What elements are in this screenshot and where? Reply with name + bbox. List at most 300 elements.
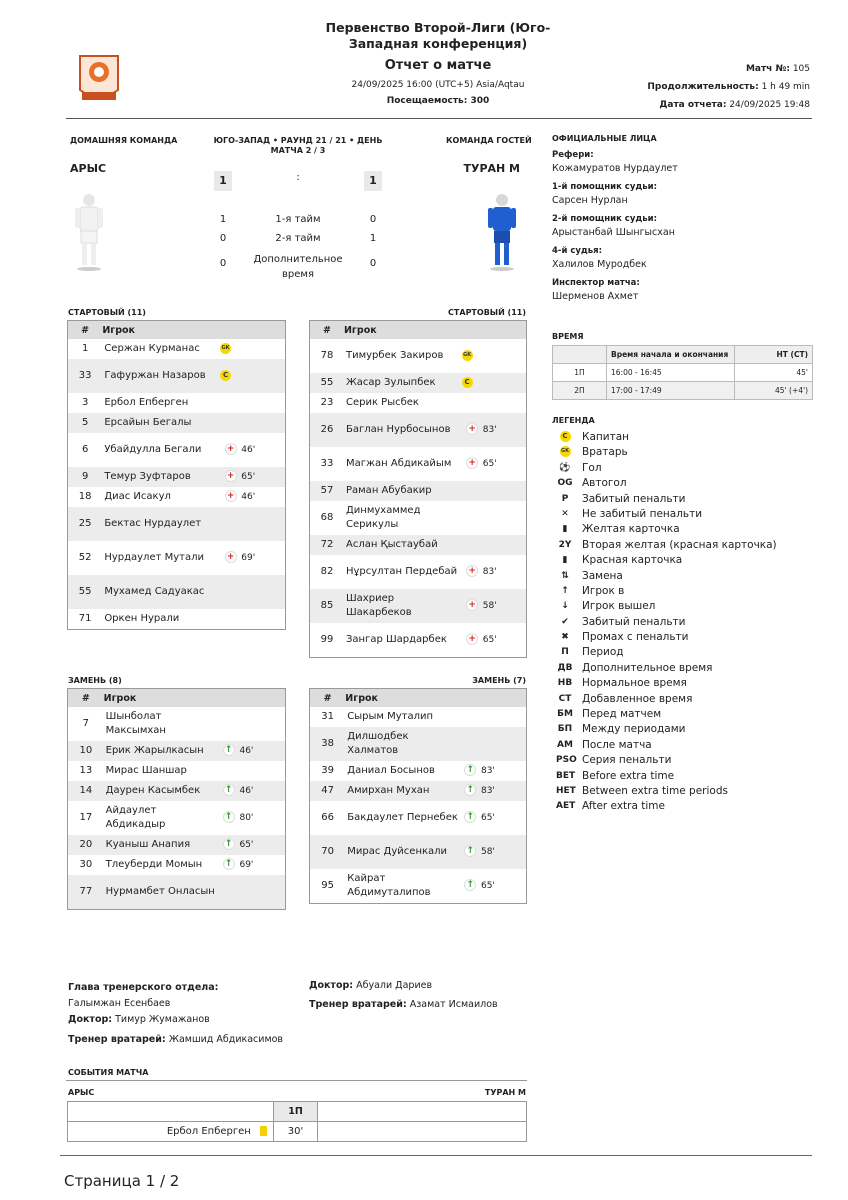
legend-key: AET — [556, 801, 576, 812]
player-row — [68, 609, 285, 629]
player-row — [310, 707, 526, 727]
officials-title: ОФИЦИАЛЬНЫЕ ЛИЦА — [552, 134, 657, 143]
league-logo — [76, 52, 122, 106]
period-label: Дополнительное время — [253, 254, 343, 280]
away-starting-table — [309, 320, 527, 658]
legend-item — [556, 784, 777, 799]
player-number: 6 — [81, 444, 89, 455]
away-score: 1 — [364, 171, 382, 191]
player-row — [310, 555, 526, 589]
player-name: Ербол Епберген — [104, 397, 189, 408]
legend-item — [556, 645, 777, 660]
legend-key: ↑ — [561, 585, 569, 596]
col-number: # — [68, 689, 104, 707]
player-name: Раман Абубакир — [344, 481, 462, 501]
player-name: Нұрсултан Пердебай — [345, 566, 458, 577]
captain-icon: C — [462, 377, 473, 388]
player-in-icon: ↑ — [464, 845, 476, 857]
player-number: 70 — [310, 835, 345, 869]
home-subs-label: ЗАМЕНЬ (8) — [68, 676, 122, 685]
official-role: Рефери: — [552, 150, 594, 160]
legend-text: Between extra time periods — [582, 784, 728, 797]
legend-item — [556, 753, 777, 768]
goalkeeper-icon: GK — [462, 350, 473, 361]
player-in-icon: ↑ — [464, 784, 476, 796]
match-number: Матч №: 105 — [745, 64, 810, 74]
time-title: ВРЕМЯ — [552, 332, 584, 341]
sub-minute — [241, 413, 285, 433]
away-staff-0: Доктор: Абуали Дариев — [309, 980, 433, 991]
sub-minute: 83' — [483, 413, 526, 447]
sub-minute — [239, 707, 285, 741]
player-row — [68, 875, 285, 909]
player-number: 31 — [321, 711, 334, 722]
player-out-icon: + — [466, 423, 478, 435]
legend-text: Нормальное время — [582, 677, 687, 690]
player-number: 77 — [68, 875, 104, 909]
home-team-name: АРЫС — [70, 162, 107, 175]
sub-minute — [483, 373, 526, 393]
legend-item — [556, 430, 777, 445]
legend-item — [556, 599, 777, 614]
legend-item — [556, 722, 777, 737]
legend-item — [556, 676, 777, 691]
legend-key: П — [561, 647, 569, 658]
player-number: 52 — [78, 552, 92, 563]
player-name: Ерсайын Бегалы — [102, 413, 220, 433]
legend-text: После матча — [582, 738, 652, 751]
sub-minute: 83' — [482, 567, 497, 577]
legend-text: After extra time — [582, 800, 665, 813]
event-minute: 30' — [274, 1122, 318, 1142]
official-name: Арыстанбай Шынгысхан — [552, 227, 675, 238]
player-number: 33 — [68, 359, 102, 393]
yellow-card-icon — [260, 1126, 267, 1136]
player-number: 30 — [79, 859, 93, 870]
sub-minute: 46' — [239, 741, 285, 761]
legend-text: Промах с пенальти — [582, 631, 689, 644]
player-name: Тимурбек Закиров — [345, 350, 444, 361]
sub-minute: 65' — [480, 881, 495, 891]
player-number: 39 — [321, 765, 334, 776]
legend-item — [556, 738, 777, 753]
footer-divider — [60, 1155, 812, 1156]
player-in-icon: ↑ — [223, 744, 235, 756]
player-number: 33 — [320, 458, 334, 469]
player-number: 17 — [79, 812, 93, 823]
player-row — [310, 501, 526, 535]
home-kit-icon — [74, 192, 104, 272]
legend-key: ▮ — [562, 555, 568, 566]
legend-key: ↓ — [561, 601, 569, 612]
player-number: 85 — [310, 589, 344, 623]
legend-item — [556, 461, 777, 476]
player-number: 71 — [78, 613, 92, 624]
legend-text: Замена — [582, 569, 623, 582]
player-row — [310, 835, 526, 869]
legend-text: Не забитый пенальти — [582, 507, 703, 520]
official-name: Сарсен Нурлан — [552, 195, 628, 206]
report-title: Первенство Второй-Лиги (Юго-Западная конференция) — [325, 20, 551, 51]
attendance: Посещаемость: 300 — [386, 96, 490, 106]
player-number: 14 — [68, 781, 104, 801]
player-name: Магжан Абдикайым — [345, 458, 452, 469]
official-name: Халилов Муродбек — [552, 259, 647, 270]
legend-item — [556, 507, 777, 522]
player-number: 82 — [320, 566, 334, 577]
events-table — [67, 1101, 527, 1142]
player-number: 78 — [320, 350, 334, 361]
player-number: 26 — [310, 413, 344, 447]
sub-minute: 46' — [239, 781, 285, 801]
home-starting-label: СТАРТОВЫЙ (11) — [68, 308, 146, 317]
player-name: Мирас Дуйсенкали — [345, 835, 459, 869]
player-number: 66 — [321, 812, 334, 823]
sub-minute: 46' — [241, 445, 256, 455]
player-row — [68, 781, 285, 801]
away-subs-table — [309, 688, 527, 904]
col-number: # — [310, 689, 345, 707]
sub-minute — [481, 707, 526, 727]
player-name: Куаныш Анапия — [104, 835, 218, 855]
legend-key: P — [561, 493, 569, 504]
player-in-icon: ↑ — [223, 811, 235, 823]
player-name: Сержан Курманас — [104, 343, 200, 354]
header-divider — [66, 118, 812, 119]
sub-minute: 58' — [483, 589, 526, 623]
period-home-score: 0 — [219, 258, 227, 269]
player-number: 9 — [68, 467, 102, 487]
player-name: Даниал Босынов — [347, 765, 435, 776]
player-out-icon: + — [225, 490, 237, 502]
player-out-icon: + — [466, 565, 478, 577]
events-divider — [66, 1080, 527, 1081]
sub-minute: 80' — [239, 813, 254, 823]
player-row — [68, 575, 285, 609]
player-name: Нурдаулет Мутали — [104, 552, 204, 563]
match-duration: Продолжительность: 1 h 49 min — [647, 82, 810, 92]
legend-item — [556, 707, 777, 722]
player-name: Темур Зуфтаров — [102, 467, 220, 487]
player-row — [68, 339, 285, 359]
officials-list — [552, 150, 812, 302]
player-row — [310, 413, 526, 447]
sub-minute: 65' — [239, 835, 285, 855]
player-row — [68, 433, 285, 467]
player-number: 57 — [310, 481, 344, 501]
legend-text: Игрок вышел — [582, 600, 656, 613]
col-player: Игрок — [104, 689, 218, 707]
legend-item — [556, 553, 777, 568]
player-name: Динмухаммед Серикулы — [345, 505, 421, 530]
legend-key: 2Y — [558, 539, 572, 550]
legend-key: HET — [556, 785, 576, 796]
sub-minute: 83' — [480, 766, 495, 776]
legend-item — [556, 692, 777, 707]
period-home-score: 1 — [219, 214, 227, 225]
player-name: Шахриер Шакарбеков — [344, 589, 462, 623]
player-row — [310, 761, 526, 781]
time-col-start-end: Время начала и окончания — [607, 346, 735, 364]
player-row — [68, 855, 285, 875]
sub-minute: 65' — [241, 467, 285, 487]
sub-minute: 65' — [482, 459, 497, 469]
home-staff-1: Доктор: Тимур Жумажанов — [68, 1014, 210, 1025]
player-row — [310, 535, 526, 555]
score-separator: : — [296, 172, 300, 183]
legend-item — [556, 615, 777, 630]
time-table — [552, 345, 813, 400]
event-row — [68, 1122, 527, 1142]
page-number: Страница 1 / 2 — [64, 1172, 180, 1190]
player-name: Оркен Нурали — [104, 613, 180, 624]
events-title: СОБЫТИЯ МАТЧА — [68, 1068, 149, 1077]
round-info: ЮГО-ЗАПАД • РАУНД 21 / 21 • ДЕНЬ МАТЧА 2 / 3 — [213, 136, 383, 155]
player-row — [68, 467, 285, 487]
period-home-score: 0 — [219, 233, 227, 244]
player-row — [68, 707, 285, 741]
away-team-name: ТУРАН М — [463, 162, 520, 175]
goalkeeper-icon: GK — [220, 343, 231, 354]
player-row — [310, 781, 526, 801]
legend-item — [556, 661, 777, 676]
player-in-icon: ↑ — [223, 858, 235, 870]
legend-text: Серия пенальти — [582, 754, 672, 767]
sub-minute: 65' — [480, 813, 495, 823]
home-staff-2: Тренер вратарей: Жамшид Абдикасимов — [68, 1034, 284, 1045]
legend-text: Игрок в — [582, 584, 625, 597]
player-row — [68, 761, 285, 781]
player-row — [310, 727, 526, 761]
sub-minute — [241, 575, 285, 609]
legend-item — [556, 476, 777, 491]
legend-text: Вторая желтая (красная карточка) — [582, 538, 777, 551]
period-away-score: 1 — [369, 233, 377, 244]
legend-key: НВ — [557, 678, 573, 689]
sub-minute — [483, 393, 526, 413]
col-player: Игрок — [344, 321, 462, 339]
player-number: 55 — [310, 373, 344, 393]
official-role: 2-й помощник судьи: — [552, 214, 657, 224]
player-name: Сырым Муталип — [347, 711, 434, 722]
player-name: Кайрат Абдимуталипов — [347, 873, 431, 898]
sub-minute — [481, 727, 526, 761]
legend-text: Забитый пенальти — [582, 615, 686, 628]
player-number: 99 — [320, 634, 334, 645]
sub-minute: 46' — [241, 492, 256, 502]
player-name: Бектас Нурдаулет — [102, 507, 220, 541]
player-number: 38 — [310, 727, 345, 761]
player-name: Амирхан Мухан — [345, 781, 459, 801]
legend-item — [556, 584, 777, 599]
player-row — [68, 835, 285, 855]
away-starting-label: СТАРТОВЫЙ (11) — [448, 308, 526, 317]
player-row — [310, 481, 526, 501]
legend-item — [556, 630, 777, 645]
away-team-label: КОМАНДА ГОСТЕЙ — [446, 136, 532, 145]
col-number: # — [68, 321, 102, 339]
sub-minute — [241, 393, 285, 413]
legend-text: Гол — [582, 461, 602, 474]
player-name: Убайдулла Бегали — [104, 444, 202, 455]
legend-key: BET — [556, 770, 576, 781]
player-name: Тлеуберди Момын — [105, 859, 203, 870]
legend-text: Желтая карточка — [582, 523, 680, 536]
player-row — [310, 623, 526, 657]
away-subs-label: ЗАМЕНЬ (7) — [472, 676, 526, 685]
sub-minute — [483, 535, 526, 555]
player-name: Даурен Касымбек — [104, 781, 218, 801]
player-row — [310, 339, 526, 373]
player-row — [310, 801, 526, 835]
player-number: 13 — [79, 765, 93, 776]
player-name: Дилшодбек Халматов — [345, 727, 459, 761]
player-row — [68, 801, 285, 835]
official-role: 4-й судья: — [552, 246, 603, 256]
legend-key: ▮ — [562, 524, 568, 535]
player-out-icon: + — [225, 443, 237, 455]
player-name: Баглан Нурбосынов — [344, 413, 462, 447]
col-player: Игрок — [345, 689, 459, 707]
player-name: Мирас Шаншар — [105, 765, 187, 776]
legend-text: Между периодами — [582, 723, 686, 736]
player-name: Зангар Шардарбек — [345, 634, 447, 645]
sub-minute — [483, 339, 526, 373]
time-col-nt: НТ (СТ) — [735, 346, 813, 364]
legend-text: Before extra time — [582, 769, 675, 782]
away-staff-1: Тренер вратарей: Азамат Исмаилов — [309, 999, 498, 1010]
player-out-icon: + — [225, 551, 237, 563]
legend-text: Автогол — [582, 477, 627, 490]
player-row — [310, 373, 526, 393]
player-out-icon: + — [225, 470, 237, 482]
player-number: 20 — [68, 835, 104, 855]
player-number: 95 — [321, 880, 334, 891]
legend-text: Добавленное время — [582, 692, 693, 705]
time-row: 2П 17:00 - 17:49 45' (+4') — [553, 382, 813, 400]
player-row — [68, 393, 285, 413]
legend-item — [556, 445, 777, 460]
col-number: # — [310, 321, 344, 339]
period-away-score: 0 — [369, 214, 377, 225]
legend-title: ЛЕГЕНДА — [552, 416, 595, 425]
player-number: 68 — [320, 512, 334, 523]
sub-minute: 69' — [239, 860, 254, 870]
player-number: 18 — [78, 491, 92, 502]
player-row — [310, 393, 526, 413]
legend-key: OG — [557, 478, 573, 489]
player-number: 72 — [310, 535, 344, 555]
legend-key: GK — [556, 445, 574, 460]
events-period: 1П — [274, 1102, 318, 1122]
official-role: 1-й помощник судьи: — [552, 182, 657, 192]
official-name: Шерменов Ахмет — [552, 291, 639, 302]
player-name: Мухамед Садуакас — [102, 575, 220, 609]
report-subtitle: Отчет о матче — [384, 58, 492, 73]
sub-minute: 58' — [481, 835, 526, 869]
player-in-icon: ↑ — [223, 838, 235, 850]
player-out-icon: + — [466, 633, 478, 645]
player-number: 10 — [68, 741, 104, 761]
player-in-icon: ↑ — [464, 879, 476, 891]
captain-icon: C — [220, 370, 231, 381]
player-row — [68, 413, 285, 433]
sub-minute — [483, 501, 526, 535]
player-row — [310, 869, 526, 903]
player-number: 5 — [68, 413, 102, 433]
legend-item — [556, 769, 777, 784]
report-date: Дата отчета: 24/09/2025 19:48 — [659, 100, 810, 110]
legend-item — [556, 522, 777, 537]
player-in-icon: ↑ — [464, 811, 476, 823]
col-player: Игрок — [102, 321, 220, 339]
events-away-team: ТУРАН М — [484, 1088, 526, 1097]
legend-item — [556, 569, 777, 584]
player-row — [310, 447, 526, 481]
player-name: Гафуржан Назаров — [102, 359, 220, 393]
sub-minute — [239, 875, 285, 909]
legend-key: ДВ — [557, 662, 573, 673]
player-name: Аслан Қыстаубай — [344, 535, 462, 555]
legend-item — [556, 799, 777, 814]
player-name: Серик Рысбек — [345, 397, 419, 408]
player-row — [68, 487, 285, 507]
player-name: Нурмамбет Онласын — [104, 875, 218, 909]
home-subs-table — [67, 688, 286, 910]
sub-minute — [241, 339, 285, 359]
player-name: Ерик Жарылкасын — [104, 741, 218, 761]
legend-text: Вратарь — [582, 446, 628, 459]
legend-text: Период — [582, 646, 624, 659]
player-name: Айдаулет Абдикадыр — [105, 805, 166, 830]
legend-item — [556, 492, 777, 507]
player-in-icon: ↑ — [223, 784, 235, 796]
player-name: Бакдаулет Пернебек — [347, 812, 458, 823]
official-name: Кожамуратов Нурдаулет — [552, 163, 678, 174]
player-row — [68, 359, 285, 393]
legend-key: ⇅ — [561, 570, 569, 581]
home-starting-table — [67, 320, 286, 630]
home-score: 1 — [214, 171, 232, 191]
legend-text: Перед матчем — [582, 708, 662, 721]
legend-key: ✕ — [561, 508, 569, 519]
player-number: 3 — [81, 397, 89, 408]
home-team-label: ДОМАШНЯЯ КОМАНДА — [70, 136, 178, 145]
legend-key: ✖ — [561, 632, 569, 643]
legend-key: СТ — [558, 693, 572, 704]
legend-key: ✔ — [561, 616, 569, 627]
legend-key: БМ — [557, 709, 573, 720]
player-number: 47 — [310, 781, 345, 801]
period-label: 2-я тайм — [275, 233, 321, 244]
sub-minute — [241, 507, 285, 541]
player-name: Шынболат Максымхан — [105, 711, 166, 736]
sub-minute: 65' — [482, 635, 497, 645]
player-row — [68, 741, 285, 761]
player-row — [68, 541, 285, 575]
away-kit-icon — [487, 192, 517, 272]
legend-text: Капитан — [582, 431, 629, 443]
time-row: 1П 16:00 - 16:45 45' — [553, 364, 813, 382]
legend-text: Красная карточка — [582, 554, 683, 567]
home-staff-0: Глава тренерского отдела: Галымжан Есенбаев — [68, 982, 219, 1009]
sub-minute — [483, 481, 526, 501]
player-out-icon: + — [466, 599, 478, 611]
event-player: Ербол Епберген — [166, 1126, 251, 1137]
match-datetime: 24/09/2025 16:00 (UTC+5) Asia/Aqtau — [351, 80, 525, 90]
events-home-team: АРЫС — [68, 1088, 95, 1097]
sub-minute — [241, 609, 285, 629]
